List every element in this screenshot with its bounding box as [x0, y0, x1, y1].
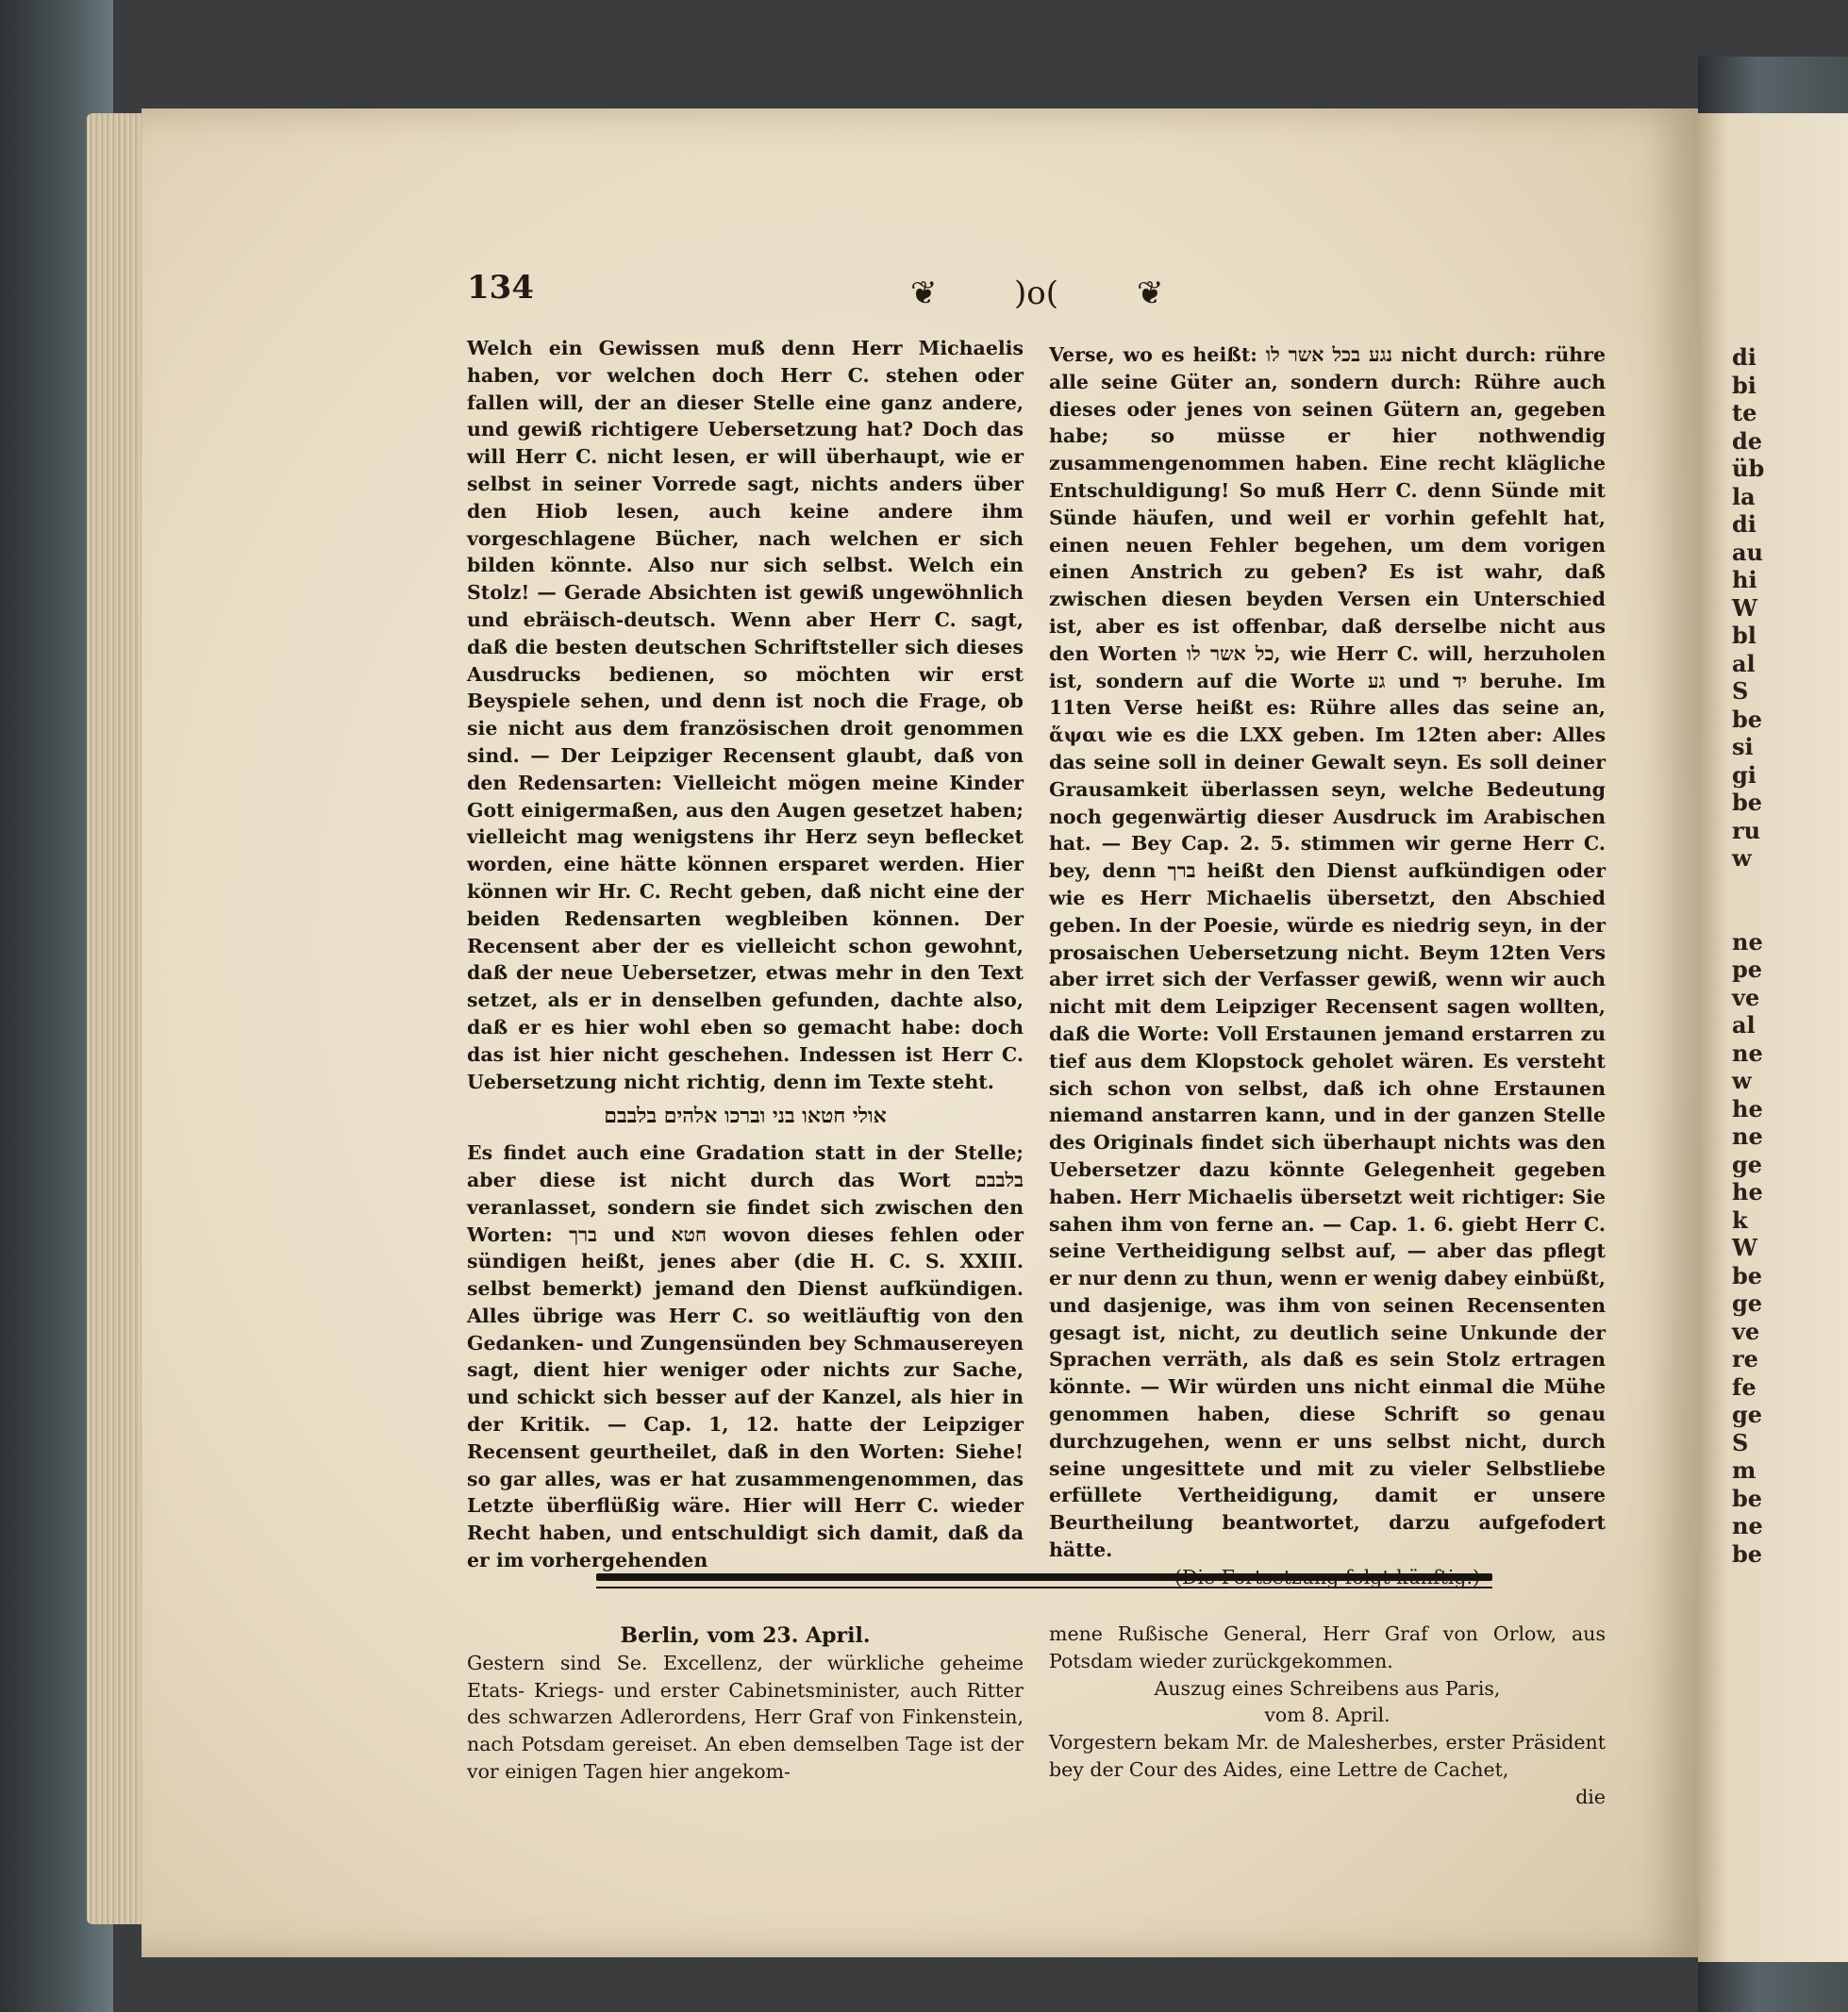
next-page-fragment: be [1732, 1539, 1763, 1568]
next-page-fragment: si [1732, 733, 1754, 760]
next-page-fragment: fe [1732, 1372, 1756, 1401]
next-page-fragment: be [1732, 1484, 1763, 1512]
ornament-left-icon: ❦ [910, 274, 938, 312]
next-page-fragment: be [1732, 1261, 1763, 1289]
ornament-right-icon: ❦ [1137, 274, 1164, 312]
next-page-fragment: m [1732, 1456, 1756, 1484]
next-page-fragment: he [1732, 1178, 1763, 1206]
next-page-fragment: di [1732, 510, 1756, 538]
page-right-fragment [1698, 113, 1848, 1962]
right-column [1049, 341, 1606, 1591]
news-berlin-text: Gestern sind Se. Excellenz, der würkliche geheime Etats- Kriegs- und erster Cabinetsminister, auch Ritter des schwarzen Adlerordens, Herr Graf von Finkenstein, nach Potsdam gereiset. An eben demselben Tage ist der vor einigen Tagen hier angekom- [467, 1651, 1024, 1783]
next-page-fragment: gi [1732, 760, 1756, 789]
next-page-fragment: ge [1732, 1150, 1763, 1178]
next-page-fragment: au [1732, 538, 1763, 566]
next-page-fragment: la [1732, 482, 1756, 510]
next-page-fragment: te [1732, 399, 1757, 426]
news-heading-berlin: Berlin, vom 23. April. [620, 1623, 871, 1648]
next-page-fragment: S [1732, 677, 1749, 705]
hebrew-quote: אולי חטאו בני וברכו אלהים בלבבם [604, 1104, 887, 1129]
next-page-fragment: ge [1732, 1289, 1763, 1317]
next-page-fragment: be [1732, 789, 1763, 816]
next-page-fragment: W [1732, 593, 1757, 622]
next-page-fragment: ru [1732, 816, 1761, 844]
news-paris-heading: Auszug eines Schreibens aus Paris, [1154, 1676, 1501, 1700]
left-paragraph-2: Es findet auch eine Gradation statt in der Stelle; aber diese ist nicht durch das Wort בלבבם veranlasset, sondern sie findet sich zwischen den Worten: ברך und חטא wovon dieses fehlen oder sündigen heißt, jenes aber (die H. C. S. XXIII. selbst bemerkt) jemand den Dienst aufkündigen. Alles übrige was Herr C. so weitläuftig von den Gedanken- und Zungensünden bey Schmausereyen sagt, dient hier weniger oder nichts zur Sache, und schickt sich besser auf der Kanzel, als hier in der Kritik. — Cap. 1, 12. hatte der Leipziger Recensent geurtheilet, daß in den Worten: Siehe! so gar alles, was er hat zusammengenommen, das Letzte überflüßig wäre. Hier will Herr C. wieder Recht haben, und entschuldigt sich damit, daß da er im vorhergehenden [467, 1141, 1024, 1572]
next-page-fragment: he [1732, 1094, 1763, 1122]
news-paris-text: Vorgestern bekam Mr. de Malesherbes, erster Präsident bey der Cour des Aides, eine Lettre de Cachet, [1049, 1731, 1606, 1781]
left-column [467, 335, 1024, 1574]
right-paragraph-1: Verse, wo es heißt: נגע בכל אשר לו nicht durch: rühre alle seine Güter an, sondern durch: Rühre auch dieses oder jenes von seinen Gütern an, gegeben habe; so müsse er hier nothwendig zusammengenommen haben. Eine recht klägliche Entschuldigung! So muß Herr C. denn Sünde mit Sünde häufen, und weil er vorhin gefehlt hat, einen neuen Fehler begehen, um dem vorigen einen Anstrich zu geben? Es ist wahr, daß zwischen diesen beyden Versen ein Unterschied ist, aber es ist offenbar, daß derselbe nicht aus den Worten כל אשר לו, wie Herr C. will, herzuholen ist, sondern auf die Worte גע und יד beruhe. Im 11ten Verse heißt es: Rühre alles das seine an, ἅψαι wie es die LXX geben. Im 12ten aber: Alles das seine soll in deiner Gewalt seyn. Es soll deiner Grausamkeit überlassen seyn, welche Bedeutung noch gegenwärtig dieser Ausdruck im Arabischen hat. — Bey Cap. 2. 5. stimmen wir gerne Herr C. bey, denn ברך heißt den Dienst aufkündigen oder wie es Herr Michaelis übersetzt, den Abschied geben. In der Poesie, würde es niedrig seyn, in der prosaischen Uebersetzung nicht. Beym 12ten Vers aber irret sich der Verfasser gewiß, wenn wir auch nicht mit dem Leipziger Recensent sagen wollten, daß die Worte: Voll Erstaunen jemand erstarren zu tief aus dem Klopstock geholet wären. Es versteht sich schon von selbst, daß ich ohne Erstaunen niemand anstarren kann, und in der ganzen Stelle des Originals findet sich überhaupt nichts was den Uebersetzer dazu könnte Gelegenheit gegeben haben. Herr Michaelis übersetzt weit richtiger: Sie sahen ihm von ferne an. — Cap. 1. 6. giebt Herr C. seine Vertheidigung selbst auf, — aber das pflegt er nur denn zu thun, wenn er wenig dabey einbüßt, und dasjenige, was ihm von seinen Recensenten gesagt ist, nicht, zu deutlich seine Unkunde der Sprachen verräth, als daß es sein Stolz ertragen könnte. — Wir würden uns nicht einmal die Mühe genommen haben, diese Schrift so genau durchzugehen, wenn er uns selbst nicht, durch seine ungesittete und mit zu vieler Selbstliebe erfüllete Vertheidigung, damit er unsere Beurtheilung beantwortet, darzu aufgefodert hätte. [1049, 343, 1607, 1562]
page-number: 134 [467, 269, 534, 307]
next-page-fragment: re [1732, 1345, 1758, 1372]
next-page-fragment: ne [1732, 1512, 1763, 1539]
next-page-fragment: di [1732, 343, 1756, 371]
next-page-fragment: bl [1732, 622, 1756, 649]
next-page-fragment: k [1732, 1206, 1748, 1234]
next-page-fragment: S [1732, 1428, 1749, 1456]
next-page-fragment: al [1732, 1011, 1756, 1039]
next-page-fragment: ve [1732, 983, 1760, 1011]
news-paris-date: vom 8. April. [1264, 1704, 1390, 1727]
left-paragraph-1: Welch ein Gewissen muß denn Herr Michaelis haben, vor welchen doch Herr C. stehen oder fallen will, der an dieser Stelle eine ganz andere, und gewiß richtigere Uebersetzung hat? Doch das will Herr C. nicht lesen, er will überhaupt, wie er selbst in seiner Vorrede sagt, nichts anders über den Hiob lesen, auch keine andere ihm vorgeschlagene Bücher, nach welchen er sich bilden könnte. Also nur sich selbst. Welch ein Stolz! — Gerade Absichten ist gewiß ungewöhnlich und ebräisch-deutsch. Wenn aber Herr C. sagt, daß die besten deutschen Schriftsteller sich dieses Ausdrucks bedienen, so möchten wir erst Beyspiele sehen, und denn ist noch die Frage, ob sie nicht aus dem französischen droit genommen sind. — Der Leipziger Recensent glaubt, daß von den Redensarten: Vielleicht mögen meine Kinder Gott einigermaßen, aus den Augen gesetzet haben; vielleicht mag wenigstens ihr Herz seyn beflecket worden, eine hätte können ersparet werden. Hier können wir Hr. C. Recht geben, daß nicht eine der beiden Redensarten wegbleiben können. Der Recensent aber der es vielleicht schon gewohnt, daß der neue Uebersetzer, etwas mehr in den Text setzet, als er in denselben gefunden, dachte also, daß er es hier wohl eben so gemacht habe: doch das ist hier nicht geschehen. Indessen ist Herr C. Uebersetzung nicht richtig, denn im Texte steht. [467, 337, 1024, 1093]
next-page-fragment: ne [1732, 1039, 1763, 1067]
next-page-fragment: W [1732, 1234, 1757, 1261]
news-right-text: mene Rußische General, Herr Graf von Orlow, aus Potsdam wieder zurückgekommen. [1049, 1622, 1606, 1672]
next-page-fragment: ge [1732, 1401, 1763, 1428]
next-page-fragment: pe [1732, 956, 1763, 983]
next-page-fragment: ne [1732, 1122, 1763, 1150]
next-page-fragment: w [1732, 1067, 1752, 1094]
next-page-fragment: hi [1732, 566, 1757, 593]
next-page-fragment: bi [1732, 371, 1756, 399]
ornament-center-icon: )o( [1014, 274, 1058, 312]
catchword: die [1575, 1785, 1606, 1808]
next-page-fragment: de [1732, 426, 1763, 455]
next-page-fragment: ve [1732, 1317, 1760, 1345]
next-page-fragment: w [1732, 844, 1752, 872]
news-right-column [1049, 1621, 1606, 1811]
page-header [467, 269, 1561, 325]
next-page-fragment: üb [1732, 455, 1765, 482]
section-divider-thin [596, 1587, 1492, 1588]
next-page-fragment: be [1732, 705, 1763, 733]
section-divider [596, 1573, 1492, 1581]
news-left-column [467, 1622, 1024, 1786]
next-page-fragment: ne [1732, 927, 1763, 956]
next-page-fragment: al [1732, 649, 1756, 677]
